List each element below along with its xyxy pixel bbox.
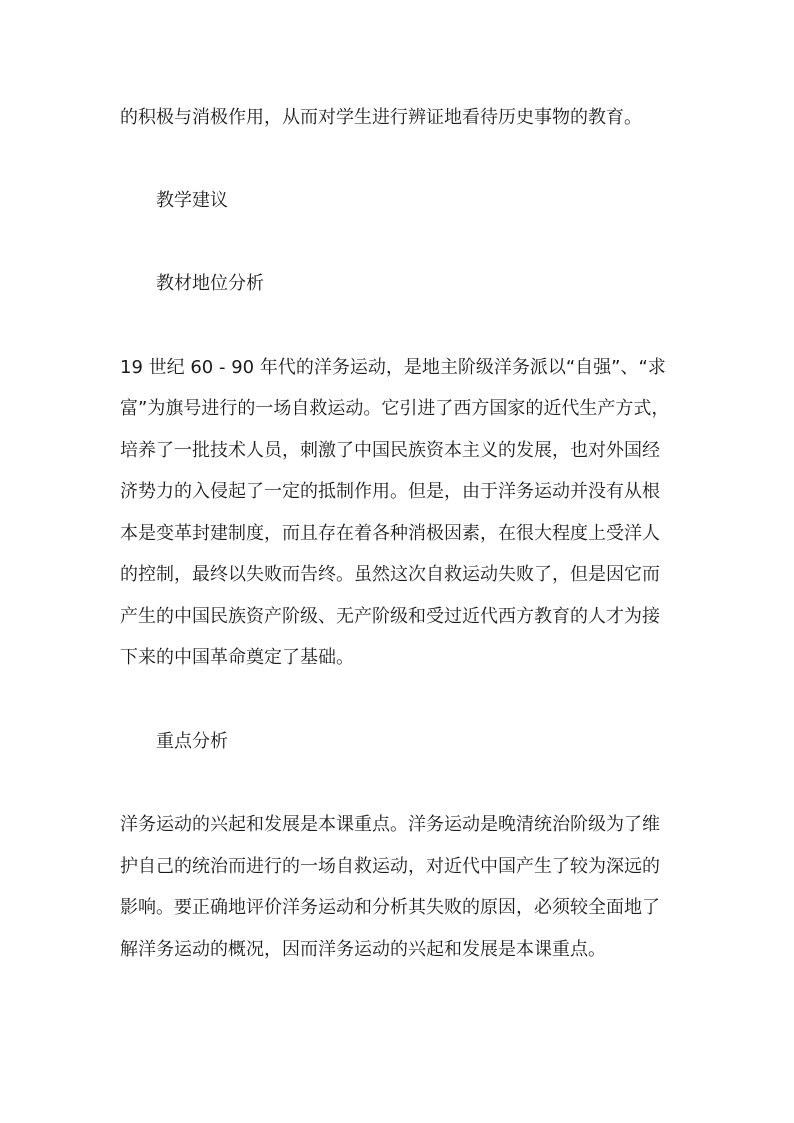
paragraph-line: 产生的中国民族资产阶级、无产阶级和受过近代西方教育的人才为接 <box>120 606 660 627</box>
paragraph-line: 本是变革封建制度，而且存在着各种消极因素，在很大程度上受洋人 <box>120 523 660 544</box>
paragraph-line: 影响。要正确地评价洋务运动和分析其失败的原因，必须较全面地了 <box>120 897 660 918</box>
paragraph-line: 解洋务运动的概况，因而洋务运动的兴起和发展是本课重点。 <box>120 939 606 960</box>
heading-key-points: 重点分析 <box>156 731 228 752</box>
heading-textbook-position: 教材地位分析 <box>156 273 264 294</box>
paragraph-line: 护自己的统治而进行的一场自救运动，对近代中国产生了较为深远的 <box>120 856 660 877</box>
paragraph-line: 济势力的入侵起了一定的抵制作用。但是，由于洋务运动并没有从根 <box>120 481 660 502</box>
paragraph-line: 下来的中国革命奠定了基础。 <box>120 647 354 668</box>
paragraph-line: 培养了一批技术人员，刺激了中国民族资本主义的发展，也对外国经 <box>120 440 660 461</box>
intro-text-line: 的积极与消极作用，从而对学生进行辨证地看待历史事物的教育。 <box>120 107 642 128</box>
paragraph-line: 19 世纪 60 - 90 年代的洋务运动，是地主阶级洋务派以“自强”、“求 <box>120 357 666 378</box>
paragraph-line: 富”为旗号进行的一场自救运动。它引进了西方国家的近代生产方式， <box>120 398 670 419</box>
heading-teaching-suggestion: 教学建议 <box>156 190 228 211</box>
paragraph-line: 洋务运动的兴起和发展是本课重点。洋务运动是晚清统治阶级为了维 <box>120 814 660 835</box>
paragraph-line: 的控制，最终以失败而告终。虽然这次自救运动失败了，但是因它而 <box>120 564 660 585</box>
